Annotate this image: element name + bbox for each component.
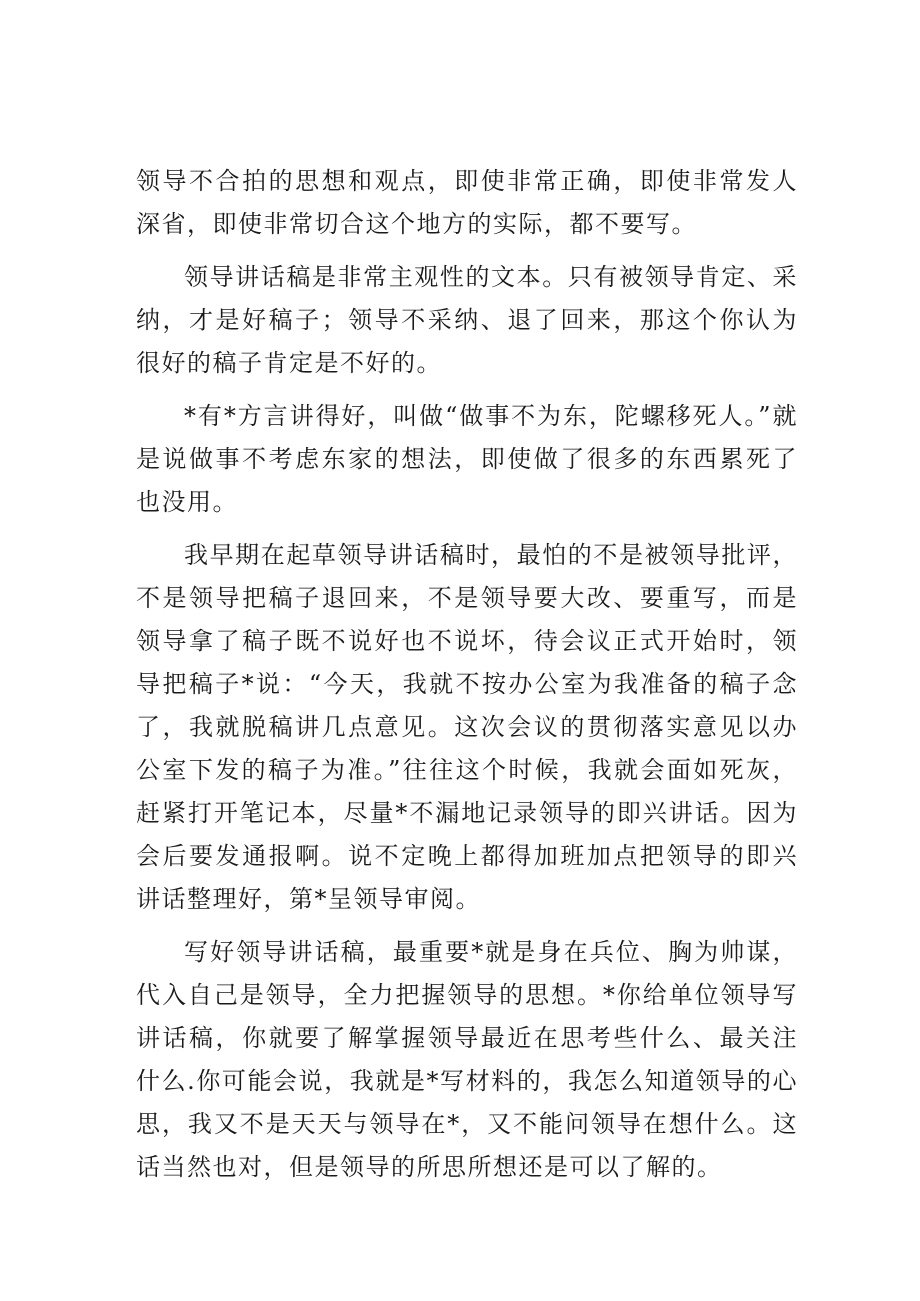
document-body xyxy=(136,160,798,1199)
paragraph: 写好领导讲话稿，最重要*就是身在兵位、胸为帅谋，代入自己是领导，全力把握领导的思想。*你给单位领导写讲话稿，你就要了解掌握领导最近在思考些什么、最关注什么.你可能会说，我就是*写材料的，我怎么知道领导的心思，我又不是天天与领导在*，又不能问领导在想什么。这话当然也对，但是领导的所思所想还是可以了解的。 xyxy=(136,938,798,1181)
paragraph: 领导讲话稿是非常主观性的文本。只有被领导肯定、采纳，才是好稿子；领导不采纳、退了回来，那这个你认为很好的稿子肯定是不好的。 xyxy=(136,263,798,377)
paragraph: 我早期在起草领导讲话稿时，最怕的不是被领导批评，不是领导把稿子退回来，不是领导要大改、要重写，而是领导拿了稿子既不说好也不说坏，待会议正式开始时，领导把稿子*说：“今天，我就不按办公室为我准备的稿子念了，我就脱稿讲几点意见。这次会议的贯彻落实意见以办公室下发的稿子为准。”往往这个时候，我就会面如死灰，赶紧打开笔记本，尽量*不漏地记录领导的即兴讲话。因为会后要发通报啊。说不定晚上都得加班加点把领导的即兴讲话整理好，第*呈领导审阅。 xyxy=(136,541,798,913)
paragraph-continued: 领导不合拍的思想和观点，即使非常正确，即使非常发人深省，即使非常切合这个地方的实际，都不要写。 xyxy=(136,167,798,238)
paragraph: *有*方言讲得好，叫做“做事不为东，陀螺移死人。”就是说做事不考虑东家的想法，即使做了很多的东西累死了也没用。 xyxy=(136,402,798,516)
